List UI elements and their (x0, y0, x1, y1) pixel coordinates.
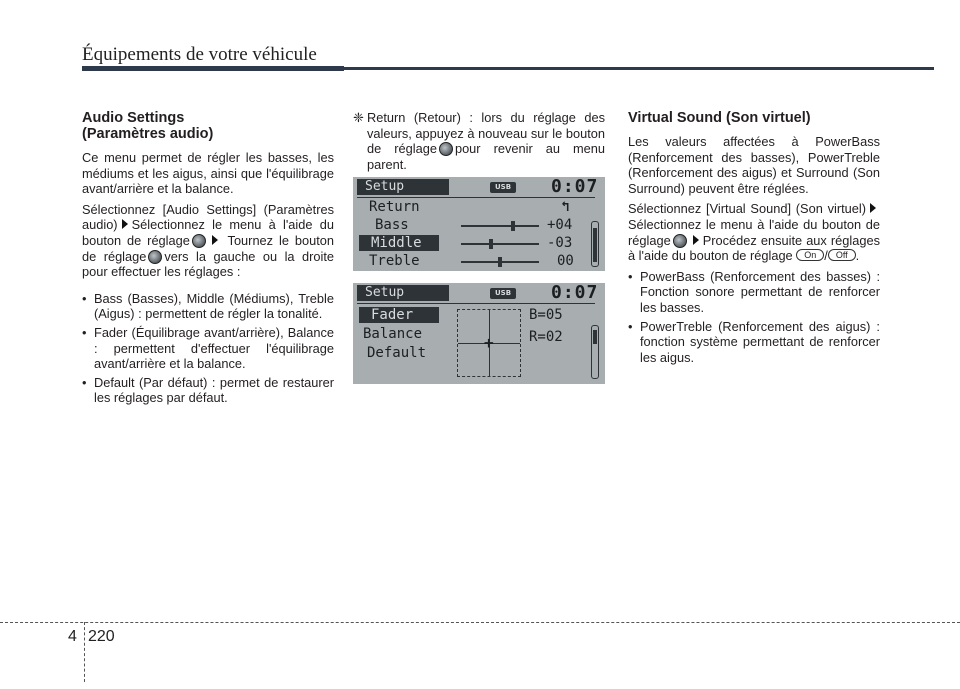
column-audio-settings (82, 110, 334, 409)
screen-clock: 0:07 (551, 282, 599, 303)
slash: / (824, 248, 828, 264)
note-mark-icon: ❈ (353, 110, 364, 125)
tune-knob-icon (673, 234, 687, 248)
screen-divider (357, 197, 595, 198)
tune-knob-icon (439, 142, 453, 156)
screen-header (353, 177, 605, 197)
slider-track (461, 243, 539, 245)
bass-slider[interactable] (461, 221, 539, 231)
instr-select-menu: Sélectionnez le menu à l'aide du bouton de réglage (82, 217, 334, 248)
on-pill: On (796, 249, 824, 261)
virtual-sound-instructions (628, 201, 880, 263)
arrow-right-icon (693, 235, 699, 245)
scrollbar-thumb[interactable] (593, 330, 597, 344)
menu-item-middle[interactable]: Middle (359, 235, 439, 251)
header-rule (344, 67, 934, 70)
balance-value: R=02 (529, 329, 563, 345)
middle-value: -03 (547, 235, 573, 251)
slider-thumb[interactable] (489, 239, 493, 249)
instr-turn-knob: Tournez le bouton de réglage (82, 232, 334, 264)
position-marker-icon: + (484, 333, 494, 352)
footer-vertical-rule (84, 622, 85, 682)
return-note (353, 110, 605, 172)
tune-knob-icon (148, 250, 162, 264)
screen-header (353, 283, 605, 303)
menu-item-treble[interactable]: Treble (369, 253, 420, 269)
screen-clock: 0:07 (551, 176, 599, 197)
bass-value: +04 (547, 217, 573, 233)
treble-value: 00 (557, 253, 574, 269)
instr-select-virtual-sound: Sélectionnez [Virtual Sound] (Son virtuel) (628, 201, 866, 217)
setup-screen-tone (353, 177, 605, 271)
scrollbar[interactable] (591, 221, 599, 267)
arrow-right-icon (122, 219, 128, 229)
instr-adjust: vers la gauche ou la droite pour effectuer les réglages : (82, 248, 334, 280)
menu-item-fader[interactable]: Fader (359, 307, 439, 323)
fader-balance-grid[interactable] (457, 309, 521, 377)
arrow-right-icon (212, 235, 218, 245)
menu-item-balance[interactable]: Balance (363, 326, 423, 342)
slider-thumb[interactable] (511, 221, 515, 231)
off-pill: Off (828, 249, 856, 261)
page-header-title: Équipements de votre véhicule (82, 44, 317, 65)
scrollbar-thumb[interactable] (593, 228, 597, 262)
list-item: • PowerTreble (Renforcement des aigus) : fonction système permettant de renforcer les aigus. (628, 319, 880, 366)
screen-divider (357, 303, 595, 304)
treble-slider[interactable] (461, 257, 539, 267)
tune-knob-icon (192, 234, 206, 248)
slider-track (461, 225, 539, 227)
screen-title: Setup (357, 179, 449, 195)
column-virtual-sound (628, 110, 880, 368)
virtual-sound-intro: Les valeurs affectées à PowerBass (Renforcement des basses), PowerTreble (Renforcement des aigus) et Surround (Son Surround) peuvent être réglées. (628, 134, 880, 196)
menu-item-return[interactable]: Return (369, 199, 420, 215)
instr-select-menu: Sélectionnez le menu à l'aide du bouton de réglage (628, 216, 880, 248)
usb-badge: USB (490, 182, 516, 193)
menu-item-bass[interactable]: Bass (375, 217, 409, 233)
page-number: 220 (88, 628, 115, 645)
heading-line-1: Audio Settings (82, 110, 185, 126)
setup-screen-fader (353, 283, 605, 384)
screen-title: Setup (357, 285, 449, 301)
fader-value: B=05 (529, 307, 563, 323)
audio-settings-heading (82, 110, 334, 142)
slider-thumb[interactable] (498, 257, 502, 267)
instr-select-audio: Sélectionnez [Audio Settings] (Paramètres audio) (82, 201, 334, 233)
end-dot: . (855, 248, 860, 264)
audio-settings-instructions (82, 202, 334, 280)
virtual-sound-heading: Virtual Sound (Son virtuel) (628, 110, 811, 126)
menu-item-default[interactable]: Default (367, 345, 427, 361)
list-item: • Bass (Basses), Middle (Médiums), Treble (Aigus) : permettent de régler la tonalité. (82, 291, 334, 322)
back-arrow-icon: ↰ (561, 199, 570, 215)
note-text-b: pour revenir au menu parent. (367, 141, 605, 172)
arrow-right-icon (870, 203, 876, 213)
list-item: • Fader (Équilibrage avant/arrière), Balance : permettent d'effectuer l'équilibrage avant/arrière et la balance. (82, 325, 334, 372)
footer-rule (0, 622, 960, 623)
usb-badge: USB (490, 288, 516, 299)
column-return-note (353, 110, 605, 172)
scrollbar[interactable] (591, 325, 599, 379)
header-rule-dark (82, 66, 344, 71)
chapter-number: 4 (68, 628, 77, 645)
middle-slider[interactable] (461, 239, 539, 249)
list-item: • PowerBass (Renforcement des basses) : Fonction sonore permettant de renforcer les basses. (628, 269, 880, 316)
audio-settings-intro: Ce menu permet de régler les basses, les médiums et les aigus, ainsi que l'équilibrage avant/arrière et la balance. (82, 150, 334, 197)
list-item: • Default (Par défaut) : permet de restaurer les réglages par défaut. (82, 375, 334, 406)
note-text-a: Return (Retour) : lors du réglage des valeurs, appuyez à nouveau sur le bouton de réglage (367, 110, 605, 157)
heading-line-2: (Paramètres audio) (82, 126, 214, 142)
instr-adjust: Procédez ensuite aux réglages à l'aide du bouton de réglage (628, 232, 880, 264)
